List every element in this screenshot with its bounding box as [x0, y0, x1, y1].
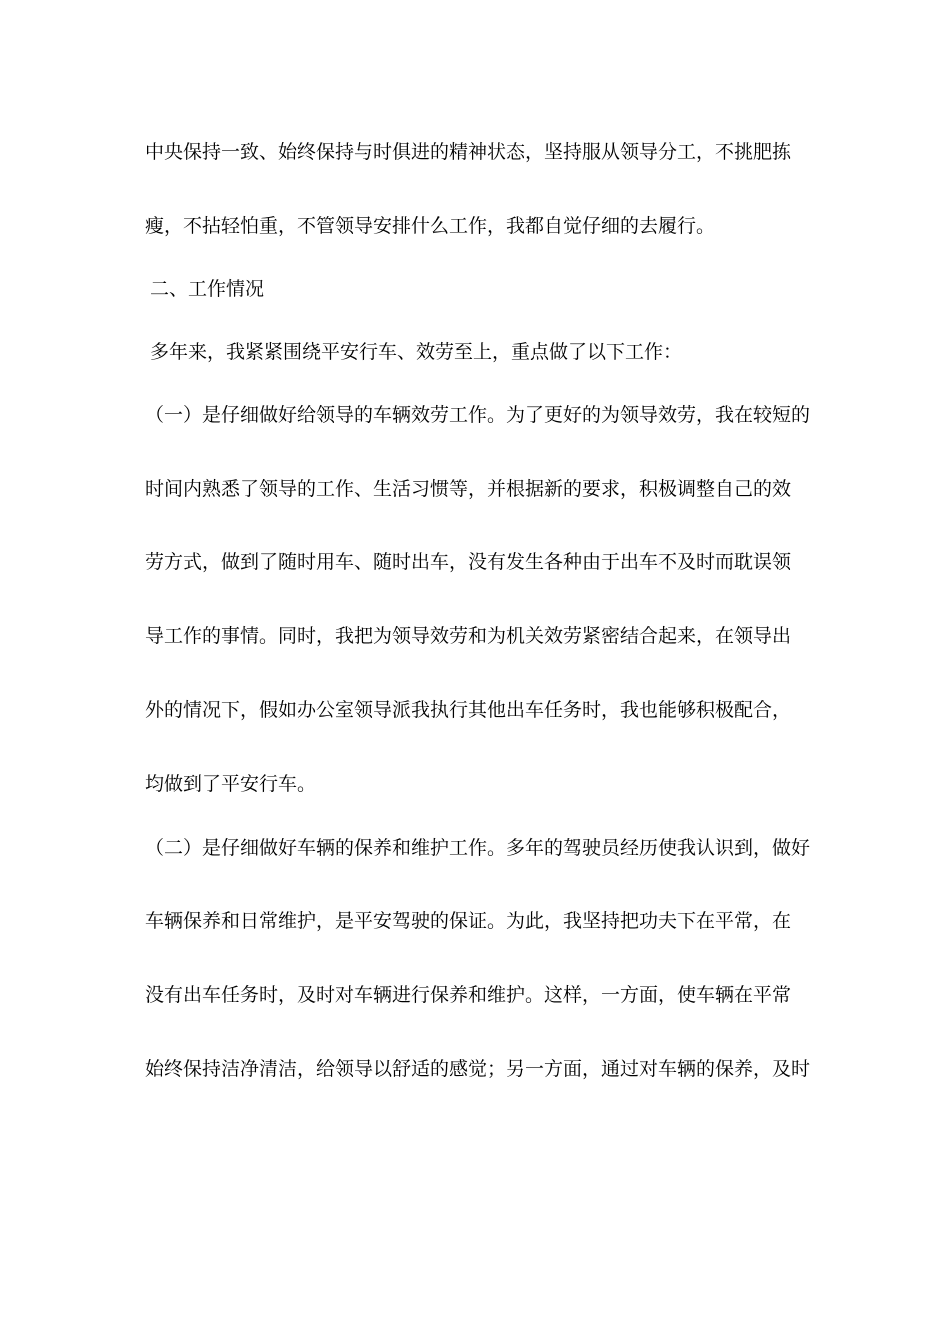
text-line: 车辆保养和日常维护，是平安驾驶的保证。为此，我坚持把功夫下在平常，在 — [145, 910, 792, 932]
text-line: 没有出车任务时，及时对车辆进行保养和维护。这样，一方面，使车辆在平常 — [145, 984, 792, 1006]
text-line: 均做到了平安行车。 — [145, 773, 317, 795]
text-line: 始终保持洁净清洁，给领导以舒适的感觉；另一方面，通过对车辆的保养，及时 — [145, 1058, 811, 1080]
text-line: 中央保持一致、始终保持与时俱进的精神状态，坚持服从领导分工，不挑肥拣 — [145, 141, 792, 163]
text-line: （二）是仔细做好车辆的保养和维护工作。多年的驾驶员经历使我认识到，做好 — [145, 837, 811, 859]
text-line: 多年来，我紧紧围绕平安行车、效劳至上，重点做了以下工作： — [150, 341, 683, 363]
text-line: （一）是仔细做好给领导的车辆效劳工作。为了更好的为领导效劳，我在较短的 — [145, 404, 811, 426]
section-heading: 二、工作情况 — [150, 278, 265, 300]
text-line: 时间内熟悉了领导的工作、生活习惯等，并根据新的要求，积极调整自己的效 — [145, 478, 792, 500]
text-line: 劳方式，做到了随时用车、随时出车，没有发生各种由于出车不及时而耽误领 — [145, 551, 792, 573]
text-line: 导工作的事情。同时，我把为领导效劳和为机关效劳紧密结合起来，在领导出 — [145, 625, 792, 647]
text-line: 外的情况下，假如办公室领导派我执行其他出车任务时，我也能够积极配合， — [145, 699, 792, 721]
text-line: 瘦，不拈轻怕重，不管领导安排什么工作，我都自觉仔细的去履行。 — [145, 215, 716, 237]
